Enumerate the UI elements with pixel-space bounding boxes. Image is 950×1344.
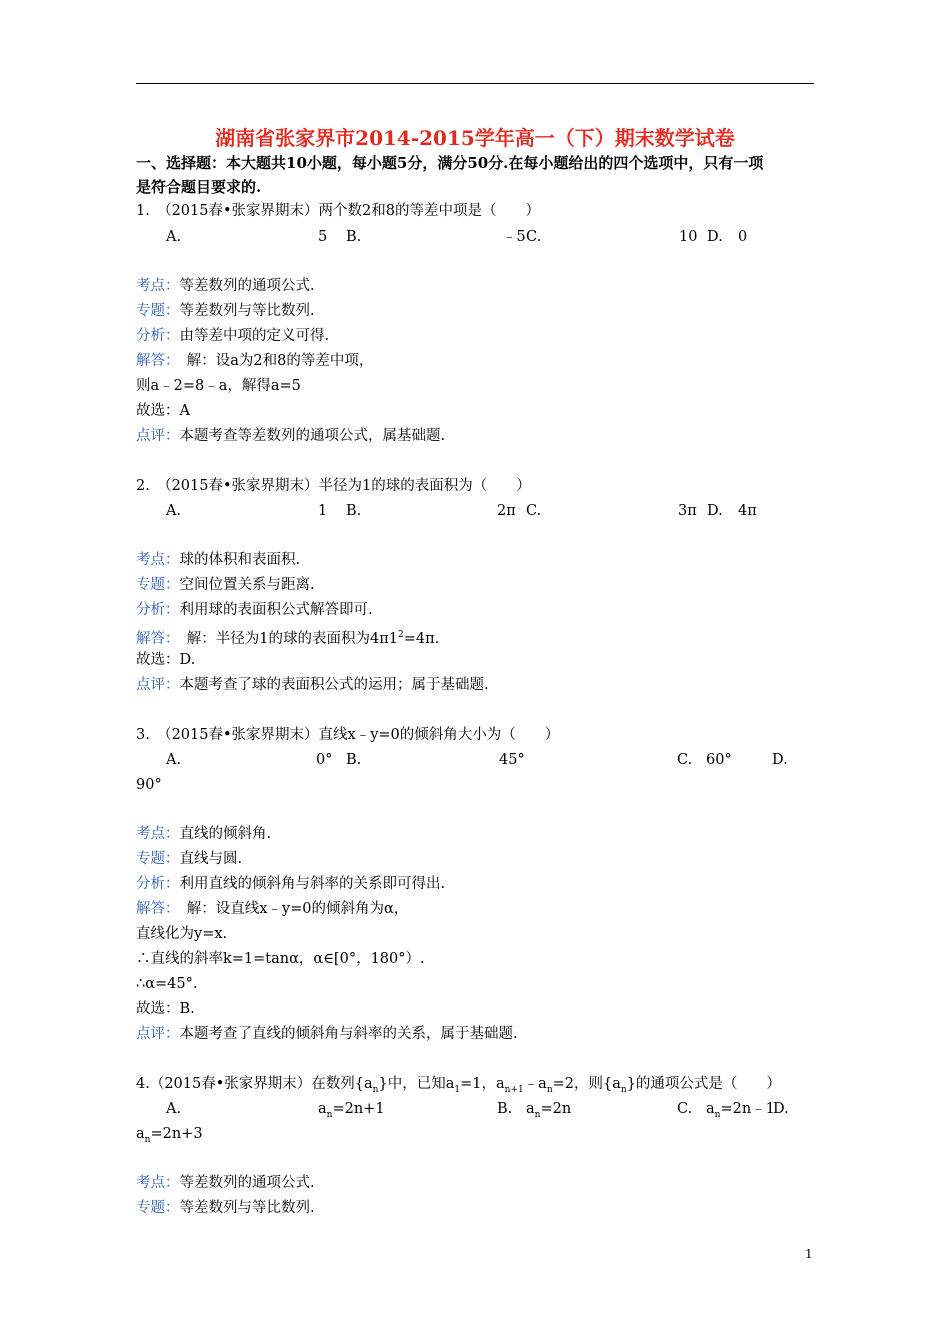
q3-option-c-label: C. [677,752,693,768]
q3-option-d-value: 90° [136,777,162,793]
q4-option-a-sub: n [326,1109,333,1120]
q1-fenxi [136,326,329,346]
q4-option-b-expr: =2n [540,1101,572,1117]
q4-stem-part: 4.（2015春•张家界期末）在数列{a [136,1076,373,1092]
q4-option-c-label: C. [677,1101,693,1117]
zhuanti-label: 专题： [136,851,180,867]
q3-option-d-label: D. [772,752,788,768]
fenxi-label: 分析： [136,602,180,618]
q3-jieda-text: 解：设直线x﹣y=0的倾斜角为α， [172,901,409,917]
q3-dianping-text: 本题考查了直线的倾斜角与斜率的关系，属于基础题. [179,1026,518,1042]
q1-dianping [136,426,445,446]
q4-stem-part: }的通项公式是（ ） [626,1076,781,1092]
zhuanti-label: 专题： [136,577,180,593]
q3-kaodian [136,824,271,844]
q1-fenxi-text: 由等差中项的定义可得. [179,328,330,344]
q3-option-b-value: 45° [499,752,525,768]
dianping-label: 点评： [136,677,180,693]
q1-option-a-value: 5 [318,229,328,245]
q2-zhuanti-text: 空间位置关系与距离. [179,577,315,593]
q2-jieda [136,625,439,649]
q1-zhuanti-text: 等差数列与等比数列. [179,303,315,319]
q3-fenxi [136,874,445,894]
q4-option-d-value [136,1124,203,1150]
q3-step4: 故选：B. [136,1001,195,1017]
q2-kaodian-text: 球的体积和表面积. [179,552,301,568]
q4-zhuanti [136,1198,315,1218]
q3-fenxi-text: 利用直线的倾斜角与斜率的关系即可得出. [179,876,446,892]
q2-option-c-value: 3π [678,503,697,519]
q4-option-b-sub: n [534,1109,541,1120]
zhuanti-label: 专题： [136,1200,180,1216]
jieda-label: 解答： [136,630,173,647]
q4-option-c-expr: =2n﹣1 [720,1101,775,1117]
q3-dianping [136,1024,518,1044]
q3-kaodian-text: 直线的倾斜角. [179,826,272,842]
page-number: 1 [805,1247,813,1261]
q2-jieda-text: 解：半径为1的球的表面积为4π1 [172,630,398,647]
q2-fenxi-text: 利用球的表面积公式解答即可. [179,602,373,618]
fenxi-label: 分析： [136,876,180,892]
q2-option-c-label: C. [526,503,542,519]
q1-step1: 则a﹣2=8﹣a，解得a=5 [136,378,301,394]
section-heading-line2: 是符合题目要求的. [136,178,262,196]
q4-stem-part: =2，则{a [552,1076,621,1092]
q4-option-a-var: a [318,1101,327,1117]
dianping-label: 点评： [136,1026,180,1042]
kaodian-label: 考点： [136,826,180,842]
q4-option-a-label: A. [166,1101,182,1117]
kaodian-label: 考点： [136,278,180,294]
q4-stem-subscript: n [372,1084,379,1095]
q3-option-b-label: B. [346,752,362,768]
q4-kaodian [136,1173,315,1193]
q4-option-c-sub: n [714,1109,721,1120]
q1-dianping-text: 本题考查等差数列的通项公式，属基础题. [179,428,446,444]
q3-option-a-value: 0° [316,752,333,768]
q4-option-b-value [526,1099,571,1125]
q3-option-c-value: 60° [706,752,732,768]
header-rule [136,83,814,84]
q2-kaodian [136,550,300,570]
q3-jieda [136,899,408,919]
q2-option-a-value: 1 [318,503,328,519]
dianping-label: 点评： [136,428,180,444]
exam-title: 湖南省张家界市2014-2015学年高一（下）期末数学试卷 [215,126,735,150]
q3-step2: ∴直线的斜率k=1=tanα，α∈[0°，180°）. [136,951,425,967]
q2-option-b-value: 2π [497,503,516,519]
q4-option-c-var: a [706,1101,715,1117]
q4-stem-subscript: 1 [454,1084,461,1095]
fenxi-label: 分析： [136,328,180,344]
jieda-label: 解答： [136,901,173,917]
section-heading-line1: 一、选择题：本大题共10小题，每小题5分，满分50分.在每小题给出的四个选项中，只有一项 [136,154,764,172]
jieda-label: 解答： [136,353,173,369]
q4-stem-subscript: n+1 [504,1084,524,1095]
q2-zhuanti [136,575,315,595]
q3-option-a-label: A. [166,752,182,768]
q4-option-a-expr: =2n+1 [332,1101,385,1117]
q2-dianping [136,675,489,695]
q2-dianping-text: 本题考查了球的表面积公式的运用；属于基础题. [179,677,489,693]
q4-option-d-expr: =2n+3 [150,1126,203,1142]
q4-stem [136,1074,781,1100]
q4-stem-part: ﹣a [523,1076,547,1092]
q4-zhuanti-text: 等差数列与等比数列. [179,1200,315,1216]
q4-option-b-label: B. [497,1101,513,1117]
q3-step1: 直线化为y=x. [136,926,228,942]
q1-stem: 1. （2015春•张家界期末）两个数2和8的等差中项是（ ） [136,203,540,219]
q3-step3: ∴α=45°. [136,976,198,992]
q4-stem-part: =1，a [460,1076,505,1092]
kaodian-label: 考点： [136,552,180,568]
q4-kaodian-text: 等差数列的通项公式. [179,1175,315,1191]
q1-option-d-value: 0 [738,229,748,245]
q1-option-c-label: C. [526,229,542,245]
q4-stem-subscript: n [620,1084,627,1095]
q2-fenxi [136,600,373,620]
q1-kaodian [136,276,315,296]
q2-jieda-exponent: 2 [397,630,404,640]
q1-zhuanti [136,301,315,321]
q4-stem-part: }中，已知a [378,1076,455,1092]
q2-stem: 2. （2015春•张家界期末）半径为1的球的表面积为（ ） [136,478,531,494]
q2-option-b-label: B. [346,503,362,519]
q1-option-c-value: 10 [679,229,698,245]
kaodian-label: 考点： [136,1175,180,1191]
q1-option-b-value: ﹣5 [502,229,526,245]
q4-option-d-label: D. [773,1101,789,1117]
q1-option-b-label: B. [346,229,362,245]
q2-option-d-value: 4π [738,503,757,519]
q1-step2: 故选：A [136,403,190,419]
q1-jieda-text: 解：设a为2和8的等差中项， [172,353,374,369]
q4-option-c-value [706,1099,775,1125]
q1-jieda [136,351,373,371]
q1-option-d-label: D. [707,229,723,245]
q2-step1: 故选：D. [136,652,196,668]
q2-option-d-label: D. [707,503,723,519]
zhuanti-label: 专题： [136,303,180,319]
q3-zhuanti-text: 直线与圆. [179,851,243,867]
q4-option-d-var: a [136,1126,145,1142]
q1-kaodian-text: 等差数列的通项公式. [179,278,315,294]
q4-option-d-sub: n [144,1134,151,1145]
q3-zhuanti [136,849,242,869]
q4-stem-subscript: n [546,1084,553,1095]
q4-option-b-var: a [526,1101,535,1117]
q2-option-a-label: A. [166,503,182,519]
q4-option-a-value [318,1099,385,1125]
q1-option-a-label: A. [166,229,182,245]
q3-stem: 3. （2015春•张家界期末）直线x﹣y=0的倾斜角大小为（ ） [136,727,560,743]
q2-jieda-result: =4π. [403,630,440,647]
